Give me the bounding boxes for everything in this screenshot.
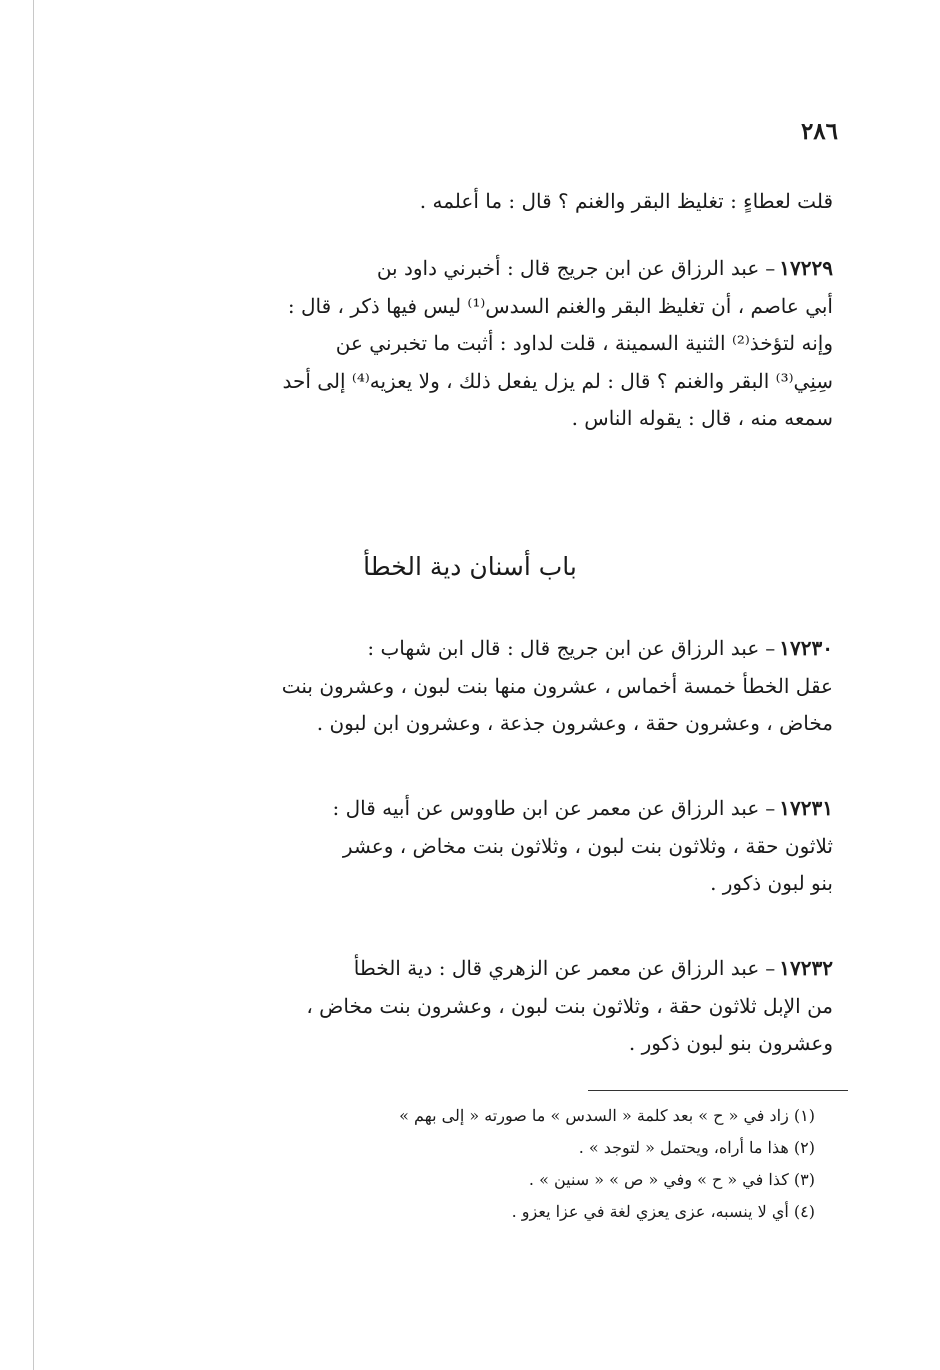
text-line: عقل الخطأ خمسة أخماس ، عشرون منها بنت لبون ، وعشرون بنت: [281, 673, 833, 698]
footnote: (٣) كذا في « ح » وفي « ص » « سنين » .: [528, 1170, 815, 1189]
text-line: من الإبل ثلاثون حقة ، وثلاثون بنت لبون ، وعشرون بنت مخاض ،: [306, 993, 833, 1018]
dash: –: [765, 256, 776, 280]
text-line: سمعه منه ، قال : يقوله الناس .: [571, 406, 833, 430]
dash: –: [765, 636, 776, 660]
chapter-title: باب أسنان دية الخطأ: [363, 552, 577, 581]
text-line: [168, 630, 833, 668]
text-line: بنو لبون ذكور .: [710, 871, 833, 895]
text-line: مخاض ، وعشرون حقة ، وعشرون جذعة ، وعشرون ابن لبون .: [316, 711, 833, 735]
footnotes: [320, 1100, 815, 1228]
hadith-17229: [168, 250, 833, 438]
footnote: (١) زاد في « ح » بعد كلمة « السدس » ما صورته « إلى بهم »: [399, 1106, 815, 1125]
text-line-content: عبد الرزاق عن ابن جريج قال : أخبرني داود بن: [376, 256, 760, 280]
text-line: [168, 250, 833, 288]
hadith-number: ١٧٢٢٩: [779, 256, 833, 280]
text-line: سِنِي⁽³⁾ البقر والغنم ؟ قال : لم يزل يفعل ذلك ، ولا يعزيه⁽⁴⁾ إلى أحد: [282, 368, 833, 393]
text-line: أبي عاصم ، أن تغليظ البقر والغنم السدس⁽¹⁾ ليس فيها ذكر ، قال :: [287, 293, 833, 318]
hadith-17231: [168, 790, 833, 903]
dash: –: [765, 796, 776, 820]
dash: –: [765, 956, 776, 980]
hadith-number: ١٧٢٣١: [779, 796, 833, 820]
footnote-separator: [588, 1090, 848, 1091]
paragraph-continuation: [168, 183, 833, 221]
text-line: [168, 950, 833, 988]
text-line-content: عبد الرزاق عن معمر عن ابن طاووس عن أبيه قال :: [332, 796, 760, 820]
page-number: ٢٨٦: [800, 118, 838, 145]
text-line: وعشرون بنو لبون ذكور .: [628, 1031, 833, 1055]
text-line-content: عبد الرزاق عن ابن جريج قال : قال ابن شهاب :: [367, 636, 760, 660]
hadith-number: ١٧٢٣٠: [779, 636, 833, 660]
text-line: ثلاثون حقة ، وثلاثون بنت لبون ، وثلاثون بنت مخاض ، وعشر: [342, 833, 833, 858]
text-line: [168, 790, 833, 828]
hadith-17230: [168, 630, 833, 743]
text-line: وإنه لتؤخذ⁽²⁾ الثنية السمينة ، قلت لداود : أثبت ما تخبرني عن: [335, 331, 833, 355]
hadith-number: ١٧٢٣٢: [779, 956, 833, 980]
hadith-17232: [168, 950, 833, 1063]
footnote: (٤) أي لا ينسبه، عزى يعزي لغة في عزا يعزو .: [511, 1202, 815, 1221]
text-line: قلت لعطاءٍ : تغليظ البقر والغنم ؟ قال : ما أعلمه .: [419, 189, 833, 213]
text-line-content: عبد الرزاق عن معمر عن الزهري قال : دية الخطأ: [353, 956, 760, 980]
page-margin-rule: [33, 0, 34, 1370]
footnote: (٢) هذا ما أراه، ويحتمل « لتوجد » .: [578, 1138, 815, 1157]
